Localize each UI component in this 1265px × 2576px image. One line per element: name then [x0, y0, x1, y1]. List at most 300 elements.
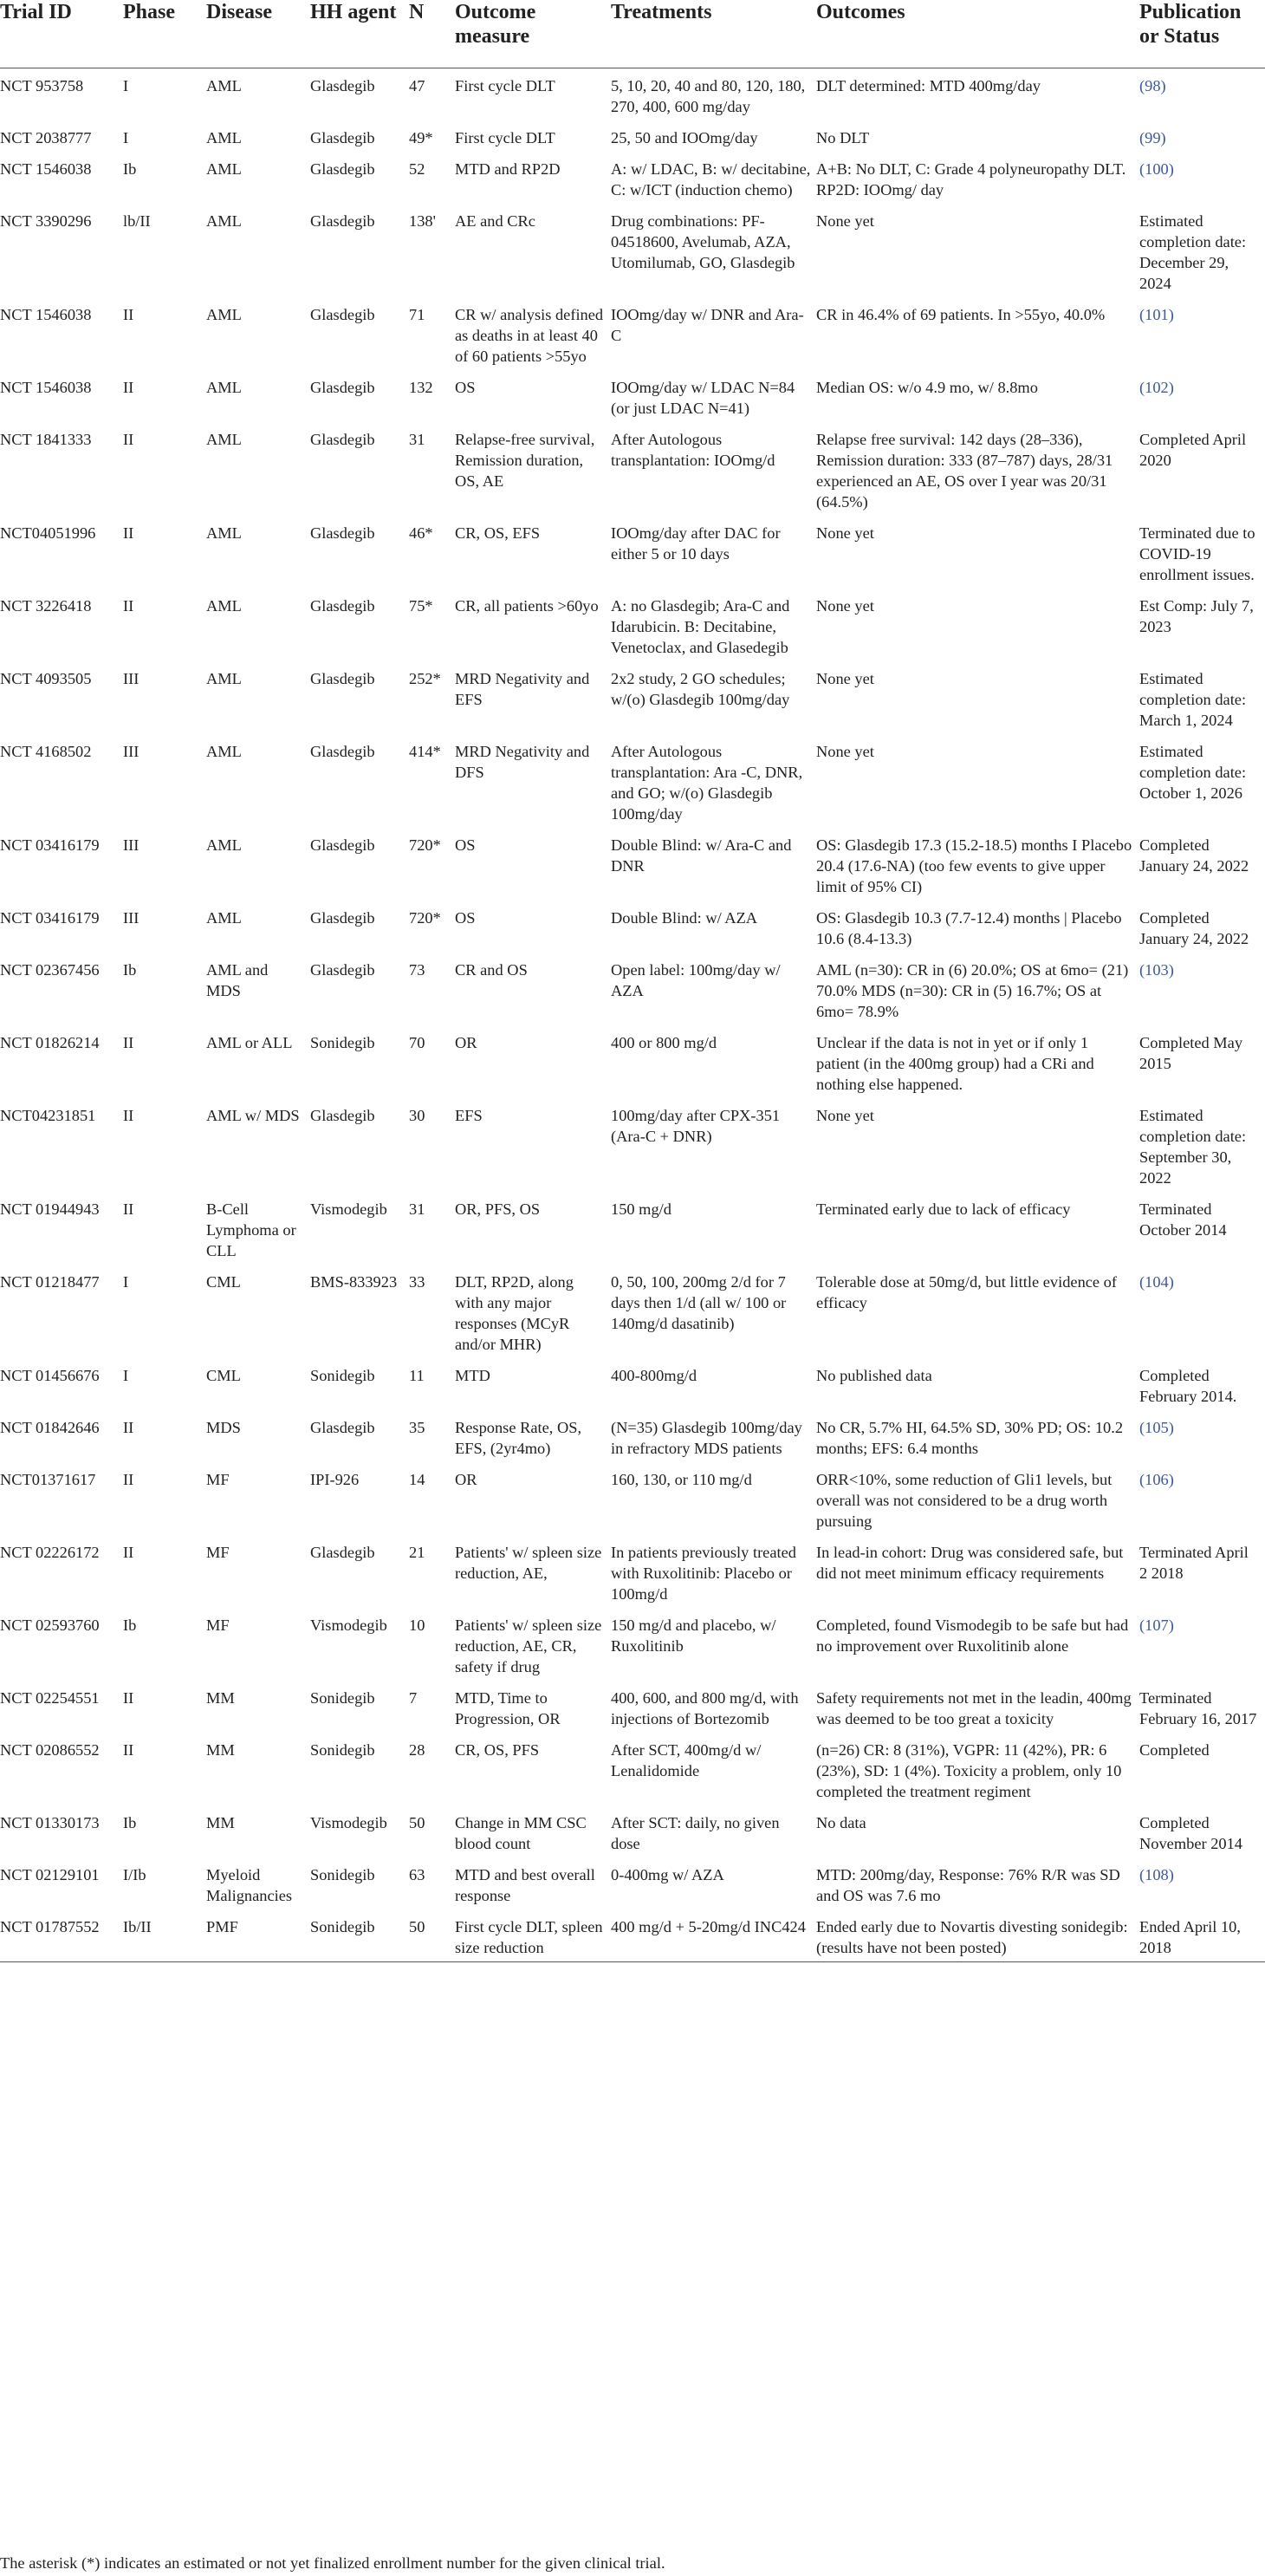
disease-cell: AML [206, 212, 242, 230]
disease-cell: MM [206, 1689, 235, 1707]
outcome-measure-cell: First cycle DLT [455, 129, 555, 146]
outcome-measure-cell: CR and OS [455, 961, 528, 979]
disease-cell: B-Cell Lymphoma or CLL [206, 1200, 296, 1259]
disease-cell: AML and MDS [206, 961, 269, 999]
hh-agent-cell: Glasdegib [310, 1544, 375, 1561]
table-row [0, 297, 1265, 370]
disease-cell: AML [206, 670, 242, 687]
table-row [0, 1098, 1265, 1192]
publication-status-cell [1139, 297, 1265, 370]
enrollment-n-cell: 75* [409, 597, 433, 615]
publication-status-cell [1139, 1608, 1265, 1681]
table-row [0, 370, 1265, 422]
table-row [0, 661, 1265, 734]
hh-agent-cell: Glasdegib [310, 743, 375, 760]
disease-cell: AML [206, 597, 242, 615]
treatments-cell: 400, 600, and 800 mg/d, with injections of Bortezomib [611, 1689, 799, 1727]
table-row [0, 589, 1265, 661]
reference-link[interactable]: (108) [1139, 1866, 1174, 1883]
outcome-measure-cell: OR [455, 1034, 477, 1051]
disease-cell: AML [206, 379, 242, 396]
outcome-measure-cell: EFS [455, 1107, 483, 1124]
publication-status-cell [1139, 370, 1265, 422]
reference-link[interactable]: (101) [1139, 306, 1174, 323]
treatments-cell: Open label: 100mg/day w/ AZA [611, 961, 781, 999]
reference-link[interactable]: (102) [1139, 379, 1174, 396]
treatments-cell: 5, 10, 20, 40 and 80, 120, 180, 270, 400, 600 mg/day [611, 77, 806, 115]
phase-cell: Ib [123, 961, 137, 979]
outcomes-cell: Unclear if the data is not in yet or if only 1 patient (in the 400mg group) had a CRi and nothing else happened. [816, 1034, 1094, 1093]
disease-cell: AML [206, 743, 242, 760]
treatments-cell: IOOmg/day w/ DNR and Ara-C [611, 306, 804, 344]
hh-agent-cell: Vismodegib [310, 1814, 387, 1831]
reference-link[interactable]: (104) [1139, 1273, 1174, 1291]
hh-agent-cell: Glasdegib [310, 129, 375, 146]
publication-status-cell: Est Comp: July 7, 2023 [1139, 597, 1254, 635]
enrollment-n-cell: 63 [409, 1866, 425, 1883]
outcome-measure-cell: Patients' w/ spleen size reduction, AE, [455, 1544, 602, 1582]
publication-status-cell: Estimated completion date: September 30, 2022 [1139, 1107, 1247, 1187]
table-row [0, 1265, 1265, 1358]
publication-status-cell: Estimated completion date: March 1, 2024 [1139, 670, 1247, 729]
publication-status-cell: Estimated completion date: October 1, 2026 [1139, 743, 1247, 802]
header-publication-status: Publication or Status [1139, 0, 1265, 68]
publication-status-cell [1139, 1857, 1265, 1909]
table-row [0, 1608, 1265, 1681]
header-outcomes: Outcomes [816, 0, 1139, 68]
hh-agent-cell: Sonidegib [310, 1909, 409, 1962]
reference-link[interactable]: (99) [1139, 129, 1166, 146]
phase-cell: II [123, 379, 134, 396]
table-header-row [0, 0, 1265, 68]
treatments-cell: 100mg/day after CPX-351 (Ara-C + DNR) [611, 1107, 781, 1145]
outcomes-cell: None yet [816, 670, 874, 687]
publication-status-cell [1139, 120, 1265, 152]
outcome-measure-cell: OS [455, 836, 476, 854]
publication-status-cell: Terminated October 2014 [1139, 1200, 1227, 1239]
publication-status-cell: Completed February 2014. [1139, 1367, 1237, 1405]
phase-cell: II [123, 1107, 134, 1124]
outcome-measure-cell: AE and CRc [455, 212, 535, 230]
table-row [0, 120, 1265, 152]
publication-status-cell: Terminated February 16, 2017 [1139, 1689, 1257, 1727]
outcomes-cell: CR in 46.4% of 69 patients. In >55yo, 40.0% [816, 306, 1106, 323]
enrollment-n-cell: 31 [409, 1200, 425, 1218]
outcome-measure-cell: Response Rate, OS, EFS, (2yr4mo) [455, 1419, 582, 1457]
enrollment-n-cell: 14 [409, 1471, 425, 1488]
trial-id-cell: NCT 02254551 [0, 1689, 100, 1707]
trial-id-cell: NCT01371617 [0, 1471, 96, 1488]
publication-status-cell: Completed April 2020 [1139, 431, 1247, 469]
outcome-measure-cell: CR, OS, PFS [455, 1741, 540, 1759]
disease-cell: MF [206, 1544, 230, 1561]
hh-agent-cell: Glasdegib [310, 836, 375, 854]
outcomes-cell: None yet [816, 597, 874, 615]
table-row [0, 152, 1265, 204]
disease-cell: AML [206, 836, 242, 854]
outcome-measure-cell: MTD, Time to Progression, OR [455, 1689, 561, 1727]
disease-cell: MDS [206, 1419, 241, 1436]
phase-cell: II [123, 1034, 134, 1051]
disease-cell: AML [206, 129, 242, 146]
enrollment-n-cell: 50 [409, 1909, 455, 1962]
disease-cell: MF [206, 1471, 230, 1488]
disease-cell: Myeloid Malignancies [206, 1866, 293, 1904]
enrollment-n-cell: 30 [409, 1107, 425, 1124]
reference-link[interactable]: (98) [1139, 77, 1166, 94]
disease-cell: AML [206, 431, 242, 448]
phase-cell: III [123, 743, 139, 760]
publication-status-cell: Completed November 2014 [1139, 1814, 1243, 1852]
table-row [0, 422, 1265, 516]
disease-cell: AML [206, 306, 242, 323]
hh-agent-cell: BMS-833923 [310, 1273, 398, 1291]
table-row [0, 953, 1265, 1025]
table-row [0, 1462, 1265, 1535]
treatments-cell: 150 mg/d and placebo, w/ Ruxolitinib [611, 1617, 776, 1655]
header-hh-agent: HH agent [310, 0, 409, 68]
outcome-measure-cell: CR, all patients >60yo [455, 597, 599, 615]
outcome-measure-cell: DLT, RP2D, along with any major responses (MCyR and/or MHR) [455, 1273, 574, 1353]
publication-status-cell [1139, 152, 1265, 204]
treatments-cell: 150 mg/d [611, 1200, 671, 1218]
publication-status-cell: Completed May 2015 [1139, 1034, 1243, 1072]
publication-status-cell: Terminated April 2 2018 [1139, 1544, 1249, 1582]
table-row [0, 734, 1265, 828]
trial-id-cell: NCT 01456676 [0, 1367, 100, 1384]
disease-cell: AML [206, 524, 242, 542]
disease-cell: MM [206, 1741, 235, 1759]
trial-id-cell: NCT 4168502 [0, 743, 92, 760]
enrollment-n-cell: 50 [409, 1814, 425, 1831]
hh-agent-cell: Glasdegib [310, 212, 375, 230]
enrollment-n-cell: 720* [409, 836, 441, 854]
phase-cell: lb/II [123, 212, 151, 230]
phase-cell: I [123, 1367, 129, 1384]
treatments-cell: Double Blind: w/ AZA [611, 909, 758, 927]
table-footnote: The asterisk (*) indicates an estimated or not yet finalized enrollment number for the given clinical trial. [0, 2554, 665, 2572]
publication-status-cell: Estimated completion date: December 29, 2024 [1139, 212, 1247, 292]
outcomes-cell: Relapse free survival: 142 days (28–336), Remission duration: 333 (87–787) days, 28/31 experienced an AE, OS over I year was 20/31 (64.5%) [816, 431, 1113, 511]
table-row [0, 1857, 1265, 1909]
reference-link[interactable]: (103) [1139, 961, 1174, 979]
hh-agent-cell: Vismodegib [310, 1200, 387, 1218]
disease-cell: AML [206, 160, 242, 178]
publication-status-cell [1139, 1265, 1265, 1358]
hh-agent-cell: Glasdegib [310, 524, 375, 542]
trial-id-cell: NCT04231851 [0, 1107, 96, 1124]
disease-cell: AML or ALL [206, 1034, 293, 1051]
enrollment-n-cell: 46* [409, 524, 433, 542]
outcomes-cell: None yet [816, 524, 874, 542]
trial-id-cell: NCT 3390296 [0, 212, 92, 230]
hh-agent-cell: Glasdegib [310, 379, 375, 396]
phase-cell: II [123, 1200, 134, 1218]
publication-status-cell: Ended April 10, 2018 [1139, 1909, 1265, 1962]
publication-status-cell: Completed January 24, 2022 [1139, 836, 1249, 875]
reference-link[interactable]: (106) [1139, 1471, 1174, 1488]
outcome-measure-cell: MRD Negativity and EFS [455, 670, 590, 708]
outcomes-cell: Completed, found Vismodegib to be safe but had no improvement over Ruxolitinib alone [816, 1617, 1129, 1655]
trial-id-cell: NCT 01944943 [0, 1200, 100, 1218]
treatments-cell: 25, 50 and IOOmg/day [611, 129, 758, 146]
trial-id-cell: NCT 01218477 [0, 1273, 100, 1291]
trial-id-cell: NCT 01826214 [0, 1034, 100, 1051]
treatments-cell: A: no Glasdegib; Ara-C and Idarubicin. B: Decitabine, Venetoclax, and Glasedegib [611, 597, 790, 656]
phase-cell: Ib [123, 1814, 137, 1831]
outcomes-cell: Median OS: w/o 4.9 mo, w/ 8.8mo [816, 379, 1038, 396]
disease-cell: MF [206, 1617, 230, 1634]
trial-id-cell: NCT 1546038 [0, 306, 92, 323]
phase-cell: I [123, 129, 129, 146]
treatments-cell: 0-400mg w/ AZA [611, 1866, 724, 1883]
table-row [0, 68, 1265, 121]
outcomes-cell: OS: Glasdegib 17.3 (15.2-18.5) months I Placebo 20.4 (17.6-NA) (too few events to give upper limit of 95% CI) [816, 836, 1132, 895]
outcome-measure-cell: OS [455, 909, 476, 927]
header-outcome-measure: Outcome measure [455, 0, 611, 68]
trial-id-cell: NCT 1546038 [0, 379, 92, 396]
reference-link[interactable]: (105) [1139, 1419, 1174, 1436]
enrollment-n-cell: 11 [409, 1367, 425, 1384]
table-row [0, 828, 1265, 901]
outcomes-cell: None yet [816, 212, 874, 230]
hh-agent-cell: Glasdegib [310, 160, 375, 178]
phase-cell: II [123, 1419, 134, 1436]
treatments-cell: 400-800mg/d [611, 1367, 697, 1384]
trial-id-cell: NCT 03416179 [0, 836, 100, 854]
trial-id-cell: NCT 1841333 [0, 431, 92, 448]
hh-agent-cell: Sonidegib [310, 1689, 375, 1707]
enrollment-n-cell: 73 [409, 961, 425, 979]
outcomes-cell: No CR, 5.7% HI, 64.5% SD, 30% PD; OS: 10.2 months; EFS: 6.4 months [816, 1419, 1124, 1457]
phase-cell: Ib [123, 1617, 137, 1634]
outcome-measure-cell: MTD and RP2D [455, 160, 561, 178]
hh-agent-cell: Sonidegib [310, 1866, 375, 1883]
hh-agent-cell: Glasdegib [310, 431, 375, 448]
table-row [0, 1410, 1265, 1462]
treatments-cell: IOOmg/day after DAC for either 5 or 10 days [611, 524, 781, 563]
outcome-measure-cell: MTD and best overall response [455, 1866, 595, 1904]
outcomes-cell: In lead-in cohort: Drug was considered safe, but did not meet minimum efficacy requirements [816, 1544, 1124, 1582]
trial-id-cell: NCT 3226418 [0, 597, 92, 615]
outcomes-cell: OS: Glasdegib 10.3 (7.7-12.4) months | Placebo 10.6 (8.4-13.3) [816, 909, 1122, 947]
trial-id-cell: NCT 953758 [0, 77, 84, 94]
enrollment-n-cell: 49* [409, 129, 433, 146]
treatments-cell: After Autologous transplantation: IOOmg/d [611, 431, 775, 469]
enrollment-n-cell: 47 [409, 77, 425, 94]
trial-id-cell: NCT04051996 [0, 524, 96, 542]
publication-status-cell: Completed [1139, 1741, 1210, 1759]
table-row [0, 1805, 1265, 1857]
enrollment-n-cell: 132 [409, 379, 433, 396]
hh-agent-cell: Glasdegib [310, 1107, 375, 1124]
outcome-measure-cell: MRD Negativity and DFS [455, 743, 590, 781]
treatments-cell: After Autologous transplantation: Ara -C, DNR, and GO; w/(o) Glasdegib 100mg/day [611, 743, 803, 823]
phase-cell: II [123, 1741, 134, 1759]
phase-cell: Ib [123, 160, 137, 178]
trial-id-cell: NCT 4093505 [0, 670, 92, 687]
publication-status-cell [1139, 1410, 1265, 1462]
table-row [0, 901, 1265, 953]
enrollment-n-cell: 7 [409, 1689, 418, 1707]
outcomes-cell: Ended early due to Novartis divesting sonidegib: (results have not been posted) [816, 1909, 1139, 1962]
outcomes-cell: No DLT [816, 129, 870, 146]
table-row [0, 1358, 1265, 1410]
outcomes-cell: Safety requirements not met in the leadin, 400mg was deemed to be too great a toxicity [816, 1689, 1132, 1727]
outcomes-cell: A+B: No DLT, C: Grade 4 polyneuropathy DLT. RP2D: IOOmg/ day [816, 160, 1126, 198]
outcomes-cell: No published data [816, 1367, 932, 1384]
phase-cell: I/Ib [123, 1866, 146, 1883]
trial-id-cell: NCT 01330173 [0, 1814, 100, 1831]
outcome-measure-cell: Change in MM CSC blood count [455, 1814, 587, 1852]
outcome-measure-cell: Patients' w/ spleen size reduction, AE, CR, safety if drug [455, 1617, 602, 1675]
trial-id-cell: NCT 02086552 [0, 1741, 100, 1759]
trial-id-cell: NCT 02129101 [0, 1866, 100, 1883]
disease-cell: AML [206, 77, 242, 94]
enrollment-n-cell: 71 [409, 306, 425, 323]
outcome-measure-cell: First cycle DLT [455, 77, 555, 94]
enrollment-n-cell: 31 [409, 431, 425, 448]
disease-cell: CML [206, 1367, 241, 1384]
outcome-measure-cell: CR w/ analysis defined as deaths in at least 40 of 60 patients >55yo [455, 306, 604, 365]
outcome-measure-cell: OR, PFS, OS [455, 1200, 541, 1218]
outcome-measure-cell: CR, OS, EFS [455, 524, 541, 542]
hh-agent-cell: Glasdegib [310, 306, 375, 323]
outcomes-cell: DLT determined: MTD 400mg/day [816, 77, 1041, 94]
trial-id-cell: NCT 1546038 [0, 160, 92, 178]
outcome-measure-cell: MTD [455, 1367, 490, 1384]
phase-cell: II [123, 1544, 134, 1561]
phase-cell: III [123, 670, 139, 687]
table-row [0, 1681, 1265, 1733]
header-treatments: Treatments [611, 0, 816, 68]
hh-agent-cell: Glasdegib [310, 77, 375, 94]
hh-agent-cell: Sonidegib [310, 1034, 375, 1051]
phase-cell: I [123, 1273, 129, 1291]
header-disease: Disease [206, 0, 310, 68]
phase-cell: III [123, 836, 139, 854]
phase-cell: II [123, 524, 134, 542]
phase-cell: II [123, 431, 134, 448]
enrollment-n-cell: 70 [409, 1034, 425, 1051]
enrollment-n-cell: 52 [409, 160, 425, 178]
hh-agent-cell: Vismodegib [310, 1617, 387, 1634]
outcome-measure-cell: Relapse-free survival, Remission duration, OS, AE [455, 431, 595, 490]
table-row [0, 1909, 1265, 1962]
trial-id-cell: NCT 2038777 [0, 129, 92, 146]
hh-agent-cell: Glasdegib [310, 670, 375, 687]
publication-status-cell [1139, 953, 1265, 1025]
disease-cell: CML [206, 1273, 241, 1291]
enrollment-n-cell: 10 [409, 1617, 425, 1634]
hh-agent-cell: Glasdegib [310, 1419, 375, 1436]
table-row [0, 516, 1265, 589]
treatments-cell: 0, 50, 100, 200mg 2/d for 7 days then 1/d (all w/ 100 or 140mg/d dasatinib) [611, 1273, 787, 1332]
outcomes-cell: None yet [816, 1107, 874, 1124]
treatments-cell: A: w/ LDAC, B: w/ decitabine, C: w/ICT (induction chemo) [611, 160, 811, 198]
publication-status-cell [1139, 68, 1265, 121]
outcomes-cell: Tolerable dose at 50mg/d, but little evidence of efficacy [816, 1273, 1118, 1311]
disease-cell: AML w/ MDS [206, 1107, 300, 1124]
table-body [0, 68, 1265, 1962]
enrollment-n-cell: 28 [409, 1741, 425, 1759]
hh-agent-cell: Glasdegib [310, 909, 375, 927]
outcomes-cell: No data [816, 1814, 866, 1831]
hh-agent-cell: Glasdegib [310, 961, 375, 979]
treatments-cell: Double Blind: w/ Ara-C and DNR [611, 836, 792, 875]
enrollment-n-cell: 35 [409, 1419, 425, 1436]
disease-cell: AML [206, 909, 242, 927]
outcomes-cell: Terminated early due to lack of efficacy [816, 1200, 1071, 1218]
treatments-cell: (N=35) Glasdegib 100mg/day in refractory MDS patients [611, 1419, 802, 1457]
enrollment-n-cell: 33 [409, 1273, 425, 1291]
outcomes-cell: (n=26) CR: 8 (31%), VGPR: 11 (42%), PR: 6 (23%), SD: 1 (4%). Toxicity a problem, only 10 completed the treatment regiment [816, 1741, 1122, 1800]
treatments-cell: 160, 130, or 110 mg/d [611, 1471, 752, 1488]
publication-status-cell [1139, 1462, 1265, 1535]
treatments-cell: After SCT, 400mg/d w/ Lenalidomide [611, 1741, 762, 1779]
trial-id-cell: NCT 01842646 [0, 1419, 100, 1436]
publication-status-cell: Terminated due to COVID-19 enrollment issues. [1139, 524, 1255, 583]
outcomes-cell: MTD: 200mg/day, Response: 76% R/R was SD and OS was 7.6 mo [816, 1866, 1120, 1904]
trial-id-cell: NCT 03416179 [0, 909, 100, 927]
treatments-cell: 400 or 800 mg/d [611, 1034, 717, 1051]
hh-agent-cell: Sonidegib [310, 1367, 375, 1384]
trial-id-cell: NCT 02367456 [0, 961, 100, 979]
phase-cell: II [123, 1471, 134, 1488]
reference-link[interactable]: (100) [1139, 160, 1174, 178]
phase-cell: I [123, 77, 129, 94]
reference-link[interactable]: (107) [1139, 1617, 1174, 1634]
treatments-cell: Drug combinations: PF-04518600, Avelumab, AZA, Utomilumab, GO, Glasdegib [611, 212, 795, 271]
header-phase: Phase [123, 0, 206, 68]
trial-id-cell: NCT 02593760 [0, 1617, 100, 1634]
header-trial-id: Trial ID [0, 0, 123, 68]
phase-cell: II [123, 306, 134, 323]
publication-status-cell: Completed January 24, 2022 [1139, 909, 1249, 947]
treatments-cell: IOOmg/day w/ LDAC N=84 (or just LDAC N=41) [611, 379, 795, 417]
disease-cell: PMF [206, 1909, 310, 1962]
table-row [0, 1535, 1265, 1608]
outcome-measure-cell: First cycle DLT, spleen size reduction [455, 1909, 611, 1962]
phase-cell: III [123, 909, 139, 927]
outcome-measure-cell: OS [455, 379, 476, 396]
outcome-measure-cell: OR [455, 1471, 477, 1488]
hh-agent-cell: Sonidegib [310, 1741, 375, 1759]
hh-agent-cell: IPI-926 [310, 1471, 360, 1488]
phase-cell: II [123, 597, 134, 615]
hh-agent-cell: Glasdegib [310, 597, 375, 615]
enrollment-n-cell: 138' [409, 212, 436, 230]
treatments-cell: 2x2 study, 2 GO schedules; w/(o) Glasdegib 100mg/day [611, 670, 790, 708]
outcomes-cell: ORR<10%, some reduction of Gli1 levels, but overall was not considered to be a drug worth pursuing [816, 1471, 1113, 1530]
disease-cell: MM [206, 1814, 235, 1831]
phase-cell: II [123, 1689, 134, 1707]
outcomes-cell: AML (n=30): CR in (6) 20.0%; OS at 6mo= (21) 70.0% MDS (n=30): CR in (5) 16.7%; OS at 6mo= 78.9% [816, 961, 1129, 1020]
phase-cell: Ib/II [123, 1909, 206, 1962]
header-n: N [409, 0, 455, 68]
enrollment-n-cell: 720* [409, 909, 441, 927]
enrollment-n-cell: 21 [409, 1544, 425, 1561]
table-row [0, 204, 1265, 297]
treatments-cell: In patients previously treated with Ruxolitinib: Placebo or 100mg/d [611, 1544, 796, 1603]
enrollment-n-cell: 252* [409, 670, 441, 687]
table-row [0, 1192, 1265, 1265]
treatments-cell: After SCT: daily, no given dose [611, 1814, 780, 1852]
table-row [0, 1733, 1265, 1805]
trial-id-cell: NCT 02226172 [0, 1544, 100, 1561]
treatments-cell: 400 mg/d + 5-20mg/d INC424 [611, 1909, 816, 1962]
table-row [0, 1025, 1265, 1098]
